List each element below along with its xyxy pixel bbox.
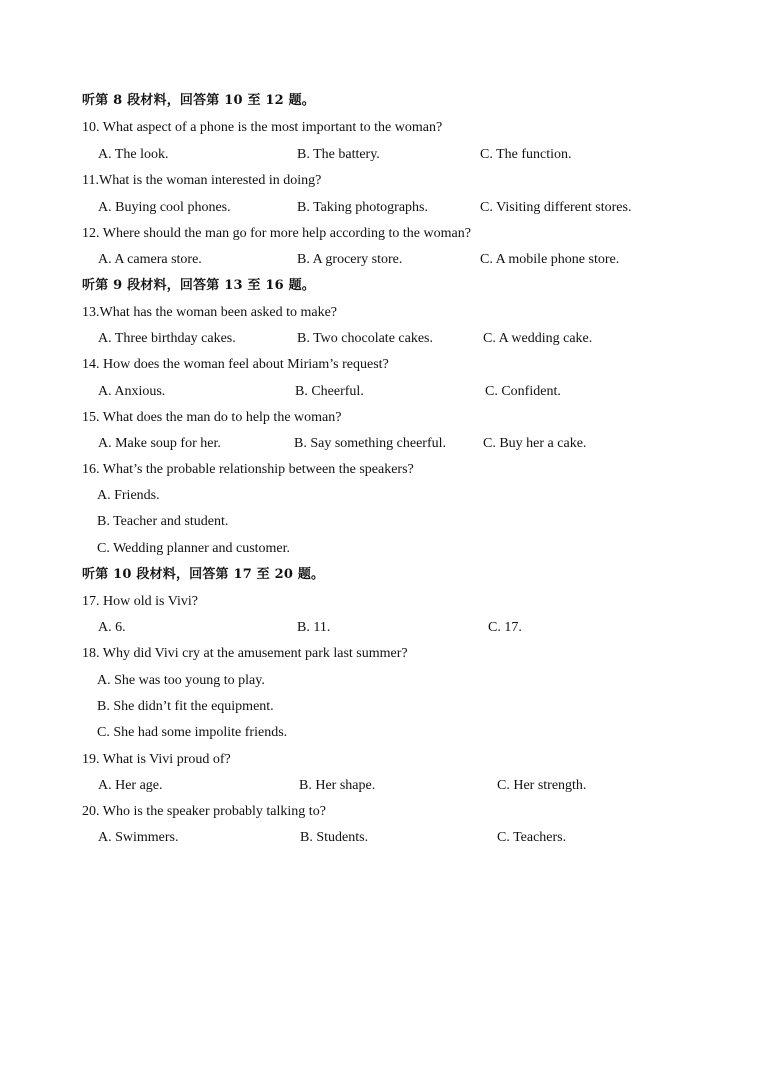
option-a: A. Buying cool phones. <box>98 200 231 215</box>
question-text: 14. How does the woman feel about Miriam’s request? <box>82 357 389 372</box>
option-b: B. A grocery store. <box>297 252 403 267</box>
option-c: C. 17. <box>488 620 522 635</box>
option-c: C. Teachers. <box>497 830 567 845</box>
option-b: B. Say something cheerful. <box>294 436 447 451</box>
option-c: C. Buy her a cake. <box>483 436 587 451</box>
question-text: 17. How old is Vivi? <box>82 594 198 609</box>
option-b: B. Two chocolate cakes. <box>297 331 433 346</box>
question-text: 15. What does the man do to help the woman? <box>82 410 342 425</box>
option-b: B. The battery. <box>297 147 380 162</box>
section-heading: 听第 10 段材料，回答第 17 至 20 题。 <box>82 567 325 582</box>
option-a: A. The look. <box>98 147 169 162</box>
option-b: B. Her shape. <box>299 778 376 793</box>
question-text: 16. What’s the probable relationship between the speakers? <box>82 462 414 477</box>
section-heading: 听第 9 段材料，回答第 13 至 16 题。 <box>82 278 315 293</box>
option-a: A. Swimmers. <box>98 830 179 845</box>
option-c: C. A mobile phone store. <box>480 252 620 267</box>
question-text: 11.What is the woman interested in doing? <box>82 173 322 188</box>
option-a: A. 6. <box>98 620 126 635</box>
question-text: 13.What has the woman been asked to make? <box>82 305 338 320</box>
option-b: B. Taking photographs. <box>297 200 428 215</box>
question-text: 19. What is Vivi proud of? <box>82 752 231 767</box>
option-a: A. Make soup for her. <box>98 436 221 451</box>
option-c: C. She had some impolite friends. <box>97 725 288 740</box>
option-a: A. Her age. <box>98 778 163 793</box>
option-b: B. Students. <box>300 830 369 845</box>
option-c: C. Visiting different stores. <box>480 200 632 215</box>
option-b: B. Cheerful. <box>295 384 364 399</box>
option-a: A. Anxious. <box>98 384 166 399</box>
option-c: C. The function. <box>480 147 572 162</box>
option-a: A. Three birthday cakes. <box>98 331 236 346</box>
question-text: 12. Where should the man go for more help according to the woman? <box>82 226 471 241</box>
option-b: B. She didn’t fit the equipment. <box>97 699 274 714</box>
option-b: B. Teacher and student. <box>97 514 229 529</box>
option-c: C. A wedding cake. <box>483 331 593 346</box>
option-c: C. Wedding planner and customer. <box>97 541 291 556</box>
section-heading: 听第 8 段材料，回答第 10 至 12 题。 <box>82 93 315 108</box>
option-a: A. She was too young to play. <box>97 673 265 688</box>
option-c: C. Her strength. <box>497 778 587 793</box>
option-a: A. Friends. <box>97 488 160 503</box>
option-c: C. Confident. <box>485 384 561 399</box>
option-a: A. A camera store. <box>98 252 202 267</box>
question-text: 18. Why did Vivi cry at the amusement park last summer? <box>82 646 408 661</box>
question-text: 20. Who is the speaker probably talking to? <box>82 804 326 819</box>
option-b: B. 11. <box>297 620 331 635</box>
question-text: 10. What aspect of a phone is the most important to the woman? <box>82 120 443 135</box>
